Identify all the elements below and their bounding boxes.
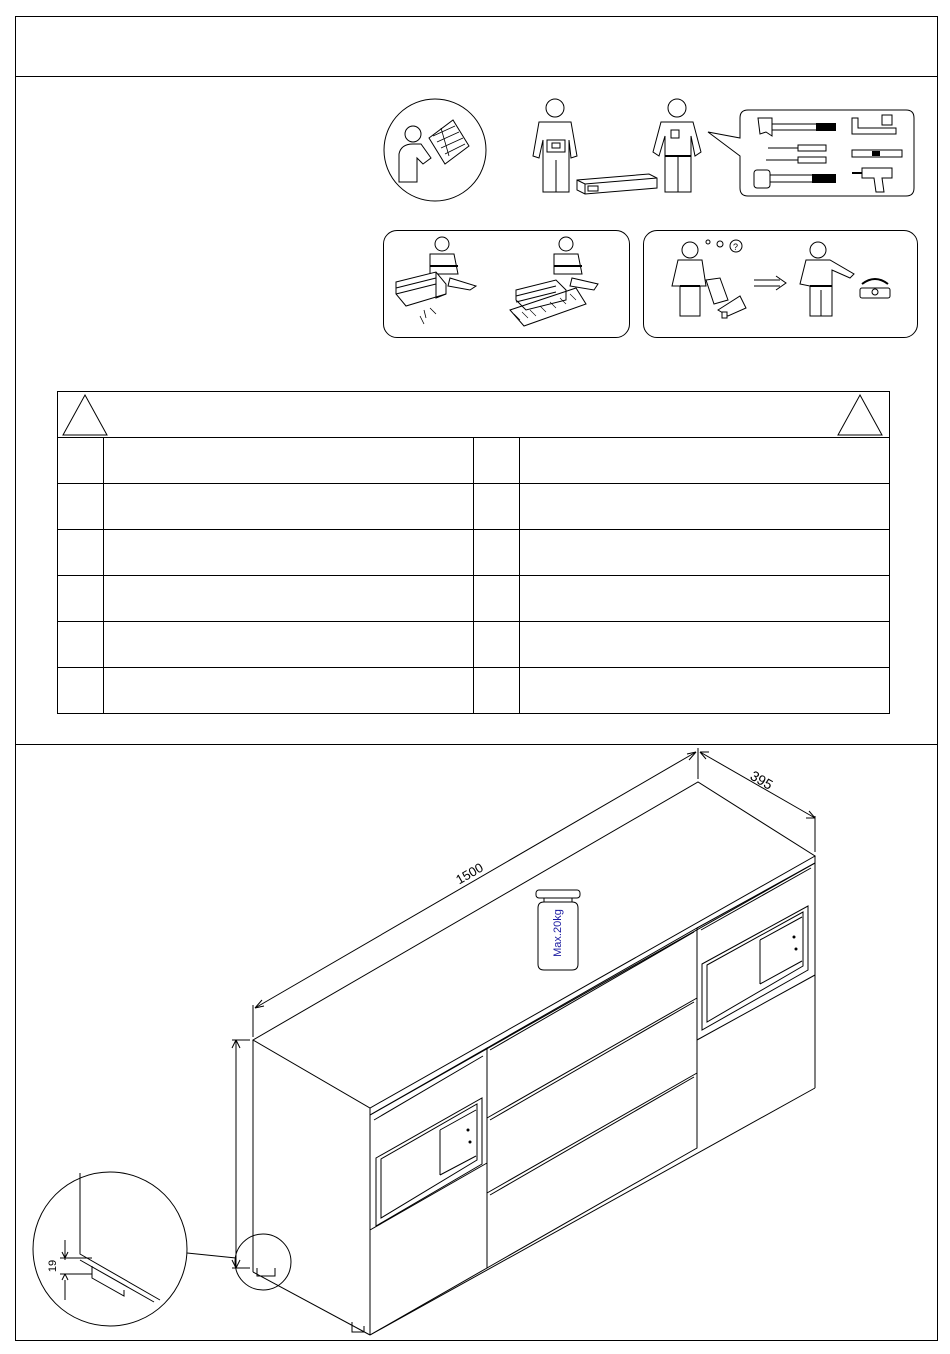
dimension-leg-height-label: 19	[47, 1259, 60, 1273]
max-load-label: Max.20kg	[552, 909, 564, 957]
dimension-depth-label: 395	[747, 767, 776, 793]
svg-text:?: ?	[733, 242, 739, 252]
dimension-width-label: 1500	[453, 859, 486, 888]
